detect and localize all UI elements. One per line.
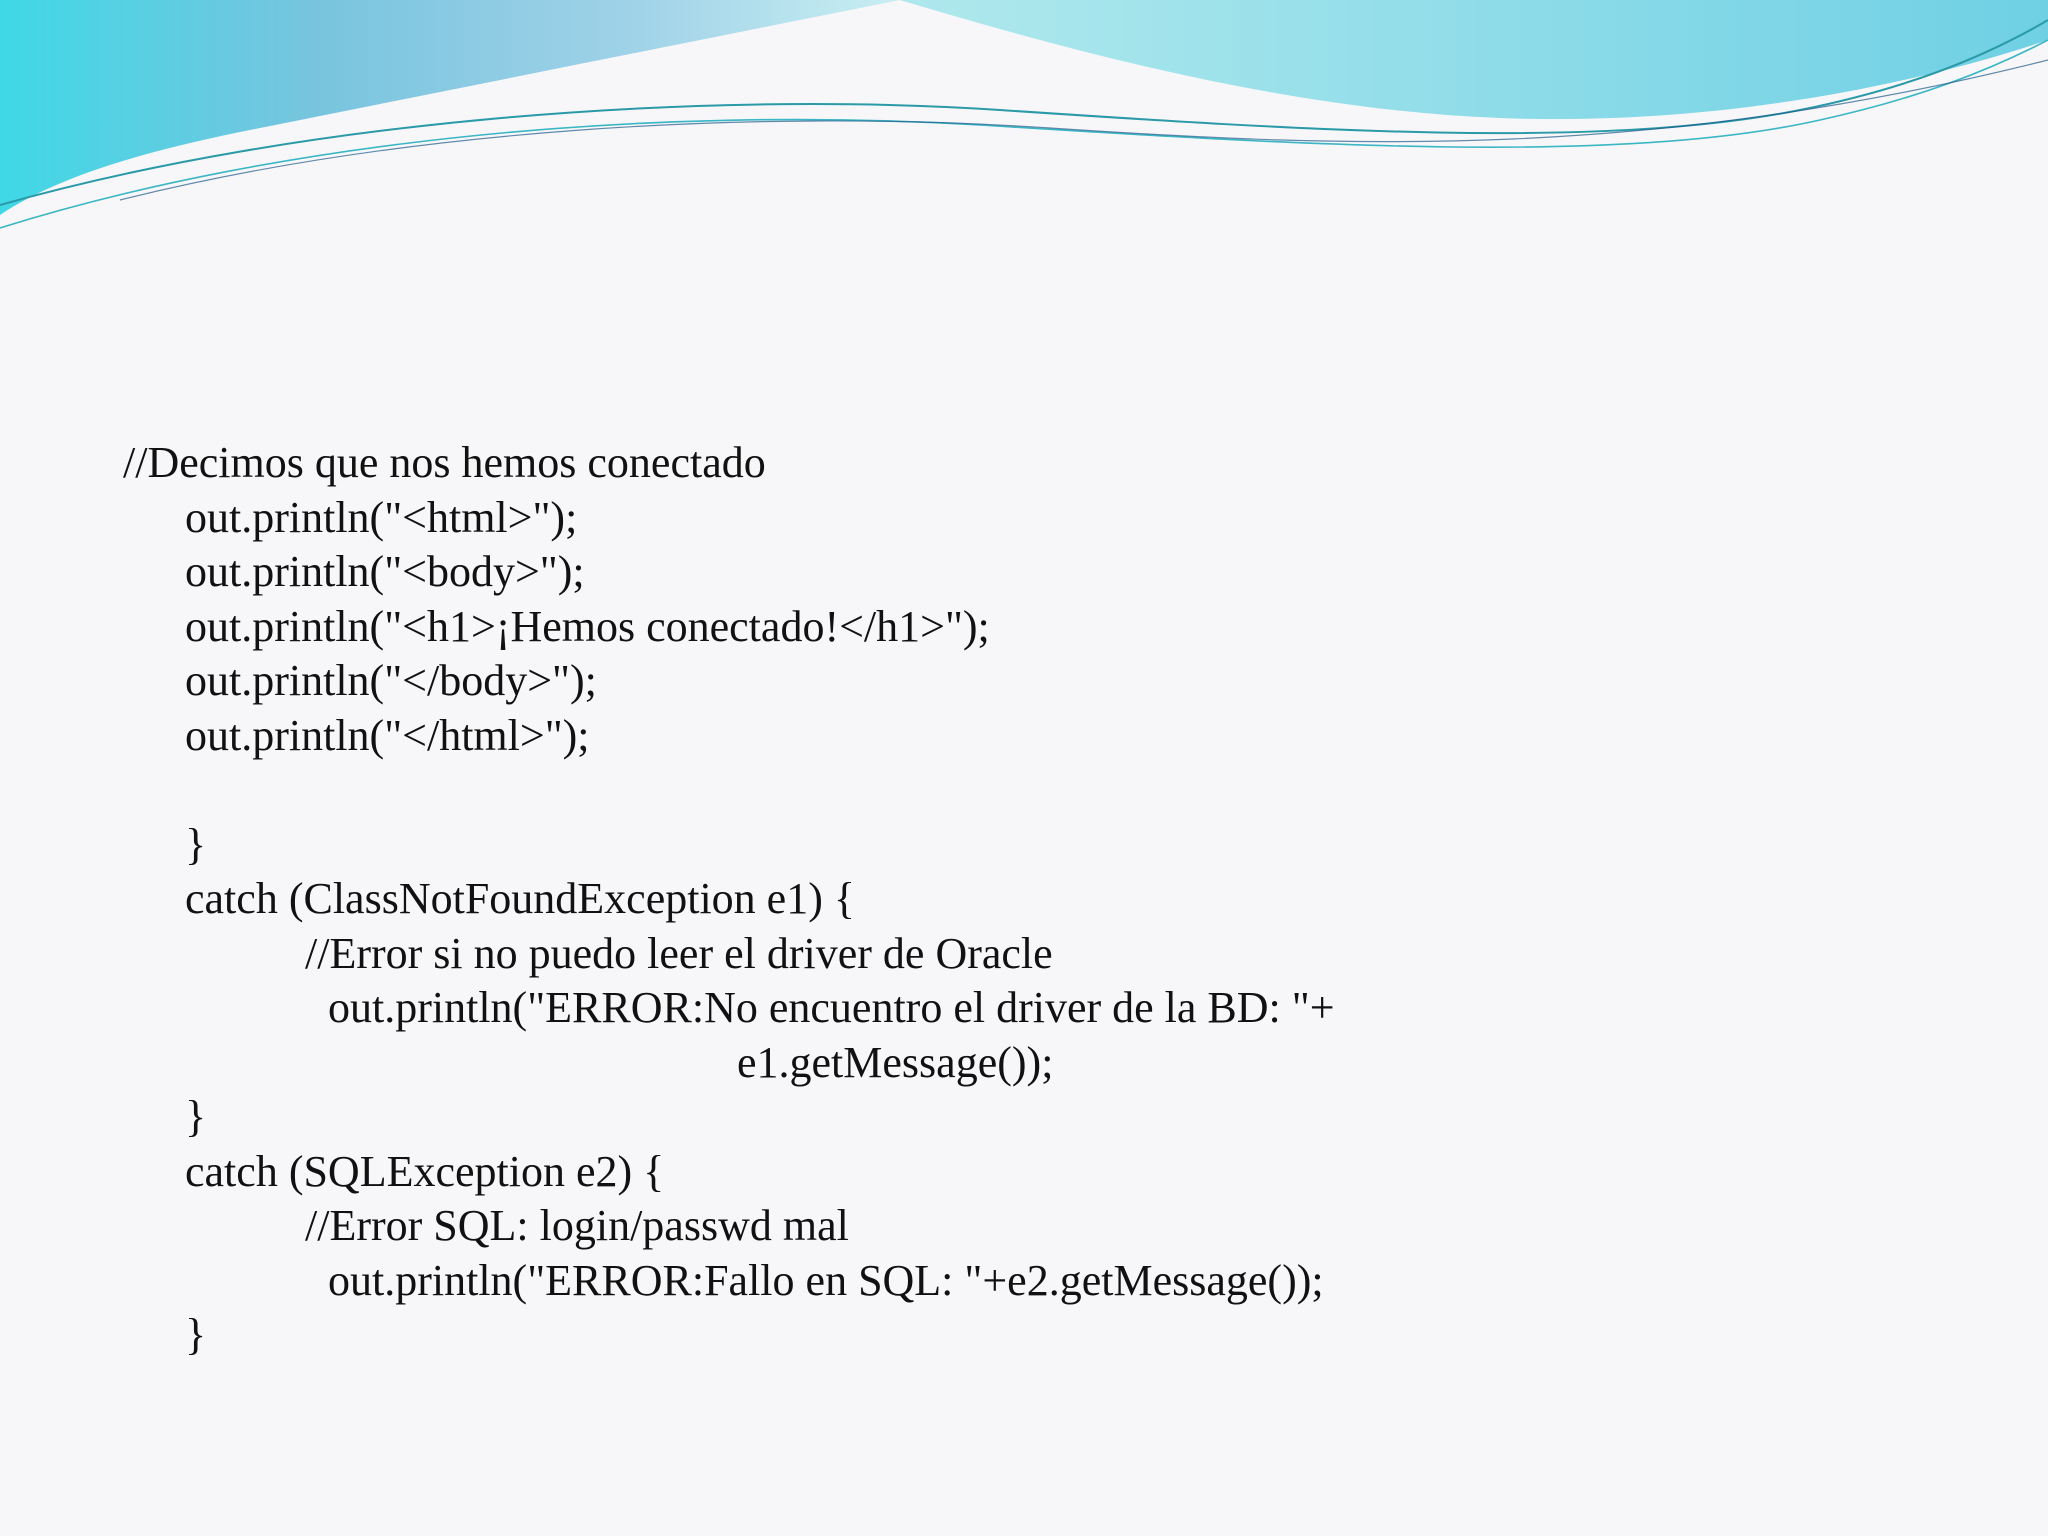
code-line-blank xyxy=(0,763,2048,818)
code-line xyxy=(0,600,2048,655)
code-line-text: } xyxy=(185,819,207,869)
code-line-text: out.println("</body>"); xyxy=(185,656,597,705)
code-line xyxy=(0,818,2048,873)
code-line xyxy=(0,1036,2048,1091)
code-line xyxy=(0,709,2048,764)
code-line xyxy=(0,1254,2048,1309)
decorative-wave-header xyxy=(0,0,2048,240)
code-line xyxy=(0,1090,2048,1145)
code-line-text: catch (SQLException e2) { xyxy=(185,1146,665,1196)
code-line xyxy=(0,545,2048,600)
code-line-text: out.println("ERROR:No encuentro el driver de la BD: "+ xyxy=(328,983,1335,1032)
code-line-text: //Error si no puedo leer el driver de Oracle xyxy=(305,928,1053,978)
code-line xyxy=(0,1199,2048,1254)
code-line-text: catch (ClassNotFoundException e1) { xyxy=(185,874,855,923)
code-line-text: out.println("<html>"); xyxy=(185,492,578,542)
code-line-text: out.println("<body>"); xyxy=(185,547,585,596)
code-line xyxy=(0,1145,2048,1200)
code-listing xyxy=(0,436,2048,1363)
code-line-text: out.println("ERROR:Fallo en SQL: "+e2.getMessage()); xyxy=(328,1255,1324,1305)
code-line-text: out.println("<h1>¡Hemos conectado!</h1>"); xyxy=(185,601,990,651)
code-line xyxy=(0,927,2048,982)
code-line xyxy=(0,872,2048,927)
code-line xyxy=(0,654,2048,709)
code-line-text: out.println("</html>"); xyxy=(185,710,590,760)
code-line-text: } xyxy=(185,1092,207,1141)
code-line xyxy=(0,1308,2048,1363)
code-line xyxy=(0,981,2048,1036)
code-line-text: //Error SQL: login/passwd mal xyxy=(305,1201,849,1250)
code-line xyxy=(0,436,2048,491)
code-line-text: } xyxy=(185,1310,207,1359)
code-line xyxy=(0,491,2048,546)
code-line-text: //Decimos que nos hemos conectado xyxy=(123,438,766,487)
code-line-text: e1.getMessage()); xyxy=(737,1037,1054,1087)
